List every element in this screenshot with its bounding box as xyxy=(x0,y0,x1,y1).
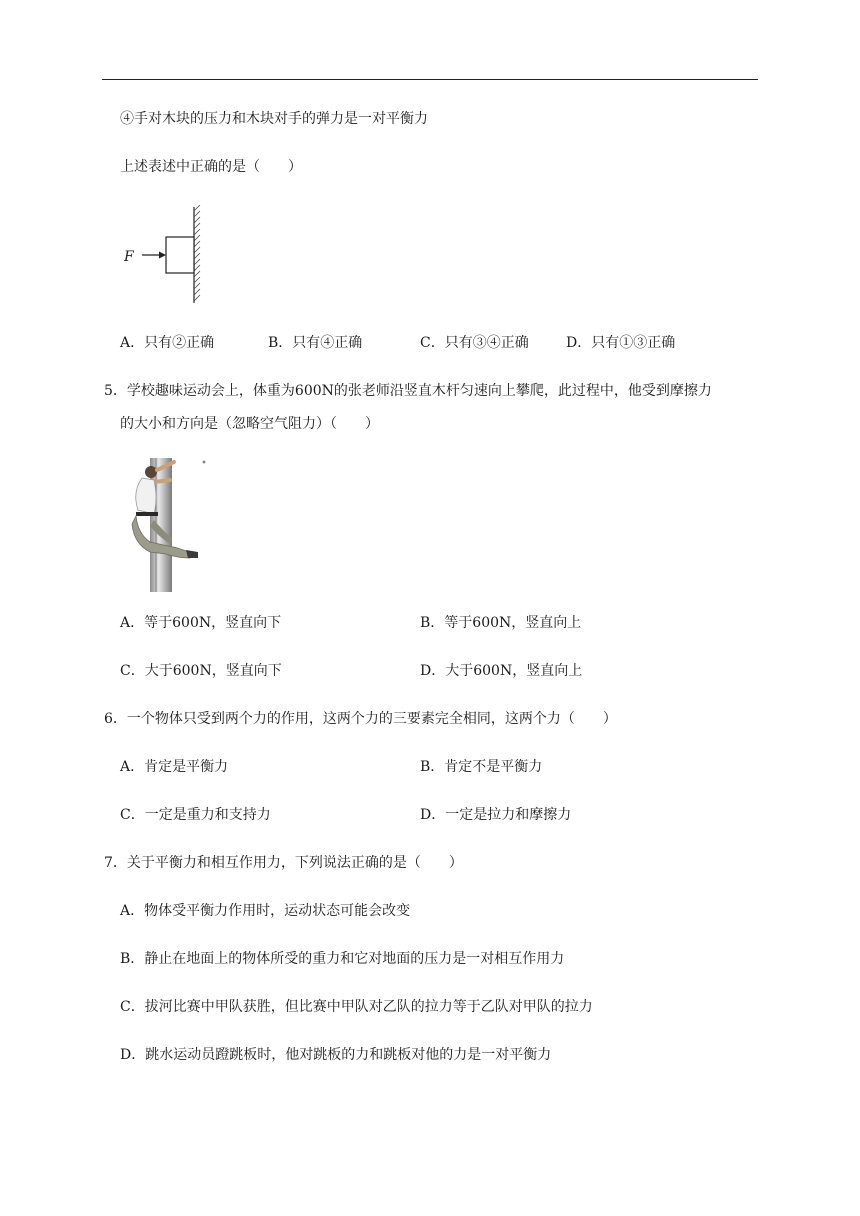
q6-option-a: A．肯定是平衡力 xyxy=(120,759,229,775)
force-label: F xyxy=(124,249,134,265)
q7-option-d: D．跳水运动员蹬跳板时，他对跳板的力和跳板对他的力是一对平衡力 xyxy=(120,1047,552,1063)
climber-shirt xyxy=(136,478,156,514)
q4-prompt: 上述表述中正确的是（ ） xyxy=(120,159,302,175)
climber-head xyxy=(145,466,157,478)
q5-stem-line2: 的大小和方向是（忽略空气阻力）（ ） xyxy=(120,416,379,432)
q4-option-a: A．只有②正确 xyxy=(120,335,215,351)
climber-arm-lower xyxy=(154,480,170,482)
q5-option-d: D．大于600N，竖直向上 xyxy=(420,663,583,679)
force-arrow-head xyxy=(159,252,166,259)
photo-speck xyxy=(203,461,206,464)
pole-climber-photo xyxy=(124,458,208,592)
q7-stem: 7．关于平衡力和相互作用力，下列说法正确的是（ ） xyxy=(104,855,463,871)
q7-option-b: B．静止在地面上的物体所受的重力和它对地面的压力是一对相互作用力 xyxy=(120,951,565,967)
q6-option-d: D．一定是拉力和摩擦力 xyxy=(420,807,572,823)
q4-option-d: D．只有①③正确 xyxy=(566,335,676,351)
block-wall-figure xyxy=(120,205,210,305)
q6-stem: 6．一个物体只受到两个力的作用，这两个力的三要素完全相同，这两个力（ ） xyxy=(104,711,617,727)
climber-shoe xyxy=(186,550,198,558)
q4-option-c: C．只有③④正确 xyxy=(420,335,529,351)
climber-belt xyxy=(136,512,158,516)
q5-option-c: C．大于600N，竖直向下 xyxy=(120,663,282,679)
header-rule xyxy=(102,79,758,80)
q4-statement-4: ④手对木块的压力和木块对手的弹力是一对平衡力 xyxy=(120,111,428,127)
q6-option-c: C．一定是重力和支持力 xyxy=(120,807,271,823)
wall-hatching xyxy=(194,205,200,301)
q5-stem-line1: 5．学校趣味运动会上，体重为600N的张老师沿竖直木杆匀速向上攀爬，此过程中，他受到摩擦力 xyxy=(104,383,712,399)
wooden-block xyxy=(166,237,194,273)
q5-option-a: A．等于600N，竖直向下 xyxy=(120,615,282,631)
q6-option-b: B．肯定不是平衡力 xyxy=(420,759,543,775)
q4-option-b: B．只有④正确 xyxy=(268,335,363,351)
q7-option-a: A．物体受平衡力作用时，运动状态可能会改变 xyxy=(120,903,411,919)
q5-option-b: B．等于600N，竖直向上 xyxy=(420,615,582,631)
q7-option-c: C．拔河比赛中甲队获胜，但比赛中甲队对乙队的拉力等于乙队对甲队的拉力 xyxy=(120,999,593,1015)
